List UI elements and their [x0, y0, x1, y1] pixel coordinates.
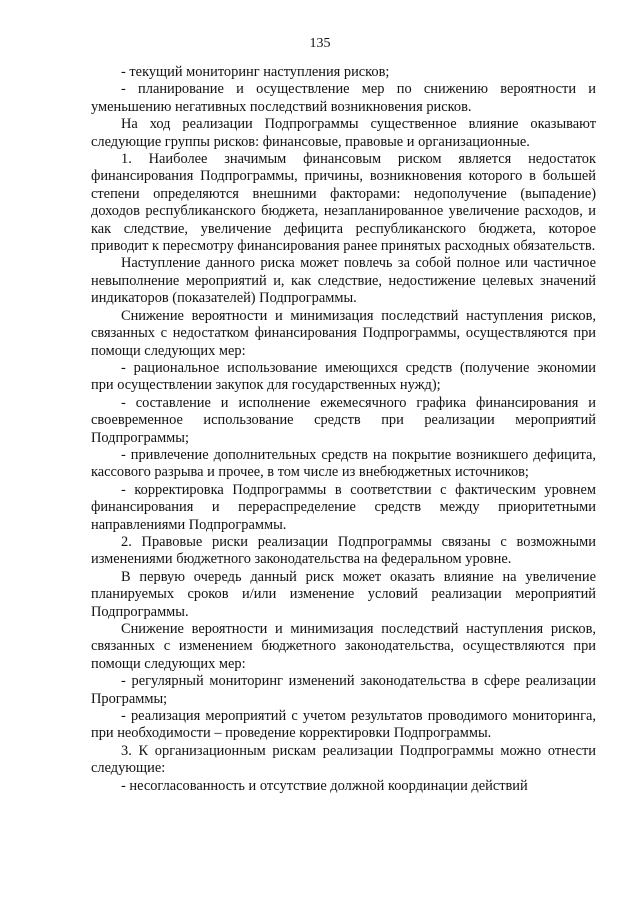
paragraph: - привлечение дополнительных средств на покрытие возникшего дефицита, кассового разрыва и прочее, в том числе из внебюджетных источников; — [91, 446, 596, 481]
body-text — [91, 64, 596, 795]
paragraph: 3. К организационным рискам реализации Подпрограммы можно отнести следующие: — [91, 742, 596, 777]
paragraph: Снижение вероятности и минимизация последствий наступления рисков, связанных с недостатком финансирования Подпрограммы, осуществляются при помощи следующих мер: — [91, 307, 596, 359]
page-number: 135 — [309, 36, 331, 51]
paragraph: - регулярный мониторинг изменений законодательства в сфере реализации Программы; — [91, 673, 596, 707]
paragraph: - рациональное использование имеющихся средств (получение экономии при осуществлении закупок для государственных нужд); — [91, 359, 596, 394]
paragraph: - составление и исполнение ежемесячного графика финансирования и своевременное использование средств при реализации мероприятий Подпрограммы; — [91, 394, 596, 446]
paragraph: Снижение вероятности и минимизация последствий наступления рисков, связанных с изменением бюджетного законодательства, осуществляются при помощи следующих мер: — [91, 621, 596, 672]
paragraph: - несогласованность и отсутствие должной координации действий — [121, 777, 528, 794]
paragraph: - планирование и осуществление мер по снижению вероятности и уменьшению негативных последствий возникновения рисков. — [91, 81, 596, 115]
paragraph: 2. Правовые риски реализации Подпрограммы связаны с возможными изменениями бюджетного законодательства на федеральном уровне. — [91, 533, 596, 568]
paragraph: - текущий мониторинг наступления рисков; — [121, 64, 390, 80]
paragraph: - реализация мероприятий с учетом результатов проводимого мониторинга, при необходимости – проведение корректировки Подпрограммы. — [91, 708, 596, 742]
paragraph: - корректировка Подпрограммы в соответствии с фактическим уровнем финансирования и перераспределение средств между приоритетными направлениями Подпрограммы. — [91, 481, 596, 533]
paragraph: На ход реализации Подпрограммы существенное влияние оказывают следующие группы рисков: финансовые, правовые и организационные. — [91, 116, 596, 150]
paragraph: В первую очередь данный риск может оказать влияние на увеличение планируемых сроков и/или изменение условий реализации мероприятий Подпрограммы. — [91, 568, 596, 620]
paragraph: Наступление данного риска может повлечь за собой полное или частичное невыполнение мероприятий и, как следствие, недостижение целевых значений индикаторов (показателей) Подпрограммы. — [91, 255, 596, 307]
paragraph: 1. Наиболее значимым финансовым риском является недостаток финансирования Подпрограммы, причины, возникновения которого в большей степени определяются внешними факторами: недополучение (выпадение) доходов республиканского бюджета, незапланированное увеличение расходов, и как следствие, увеличение дефицита республиканского бюджета, которое приводит к пересмотру финансирования ранее принятых расходных обязательств. — [91, 151, 596, 255]
